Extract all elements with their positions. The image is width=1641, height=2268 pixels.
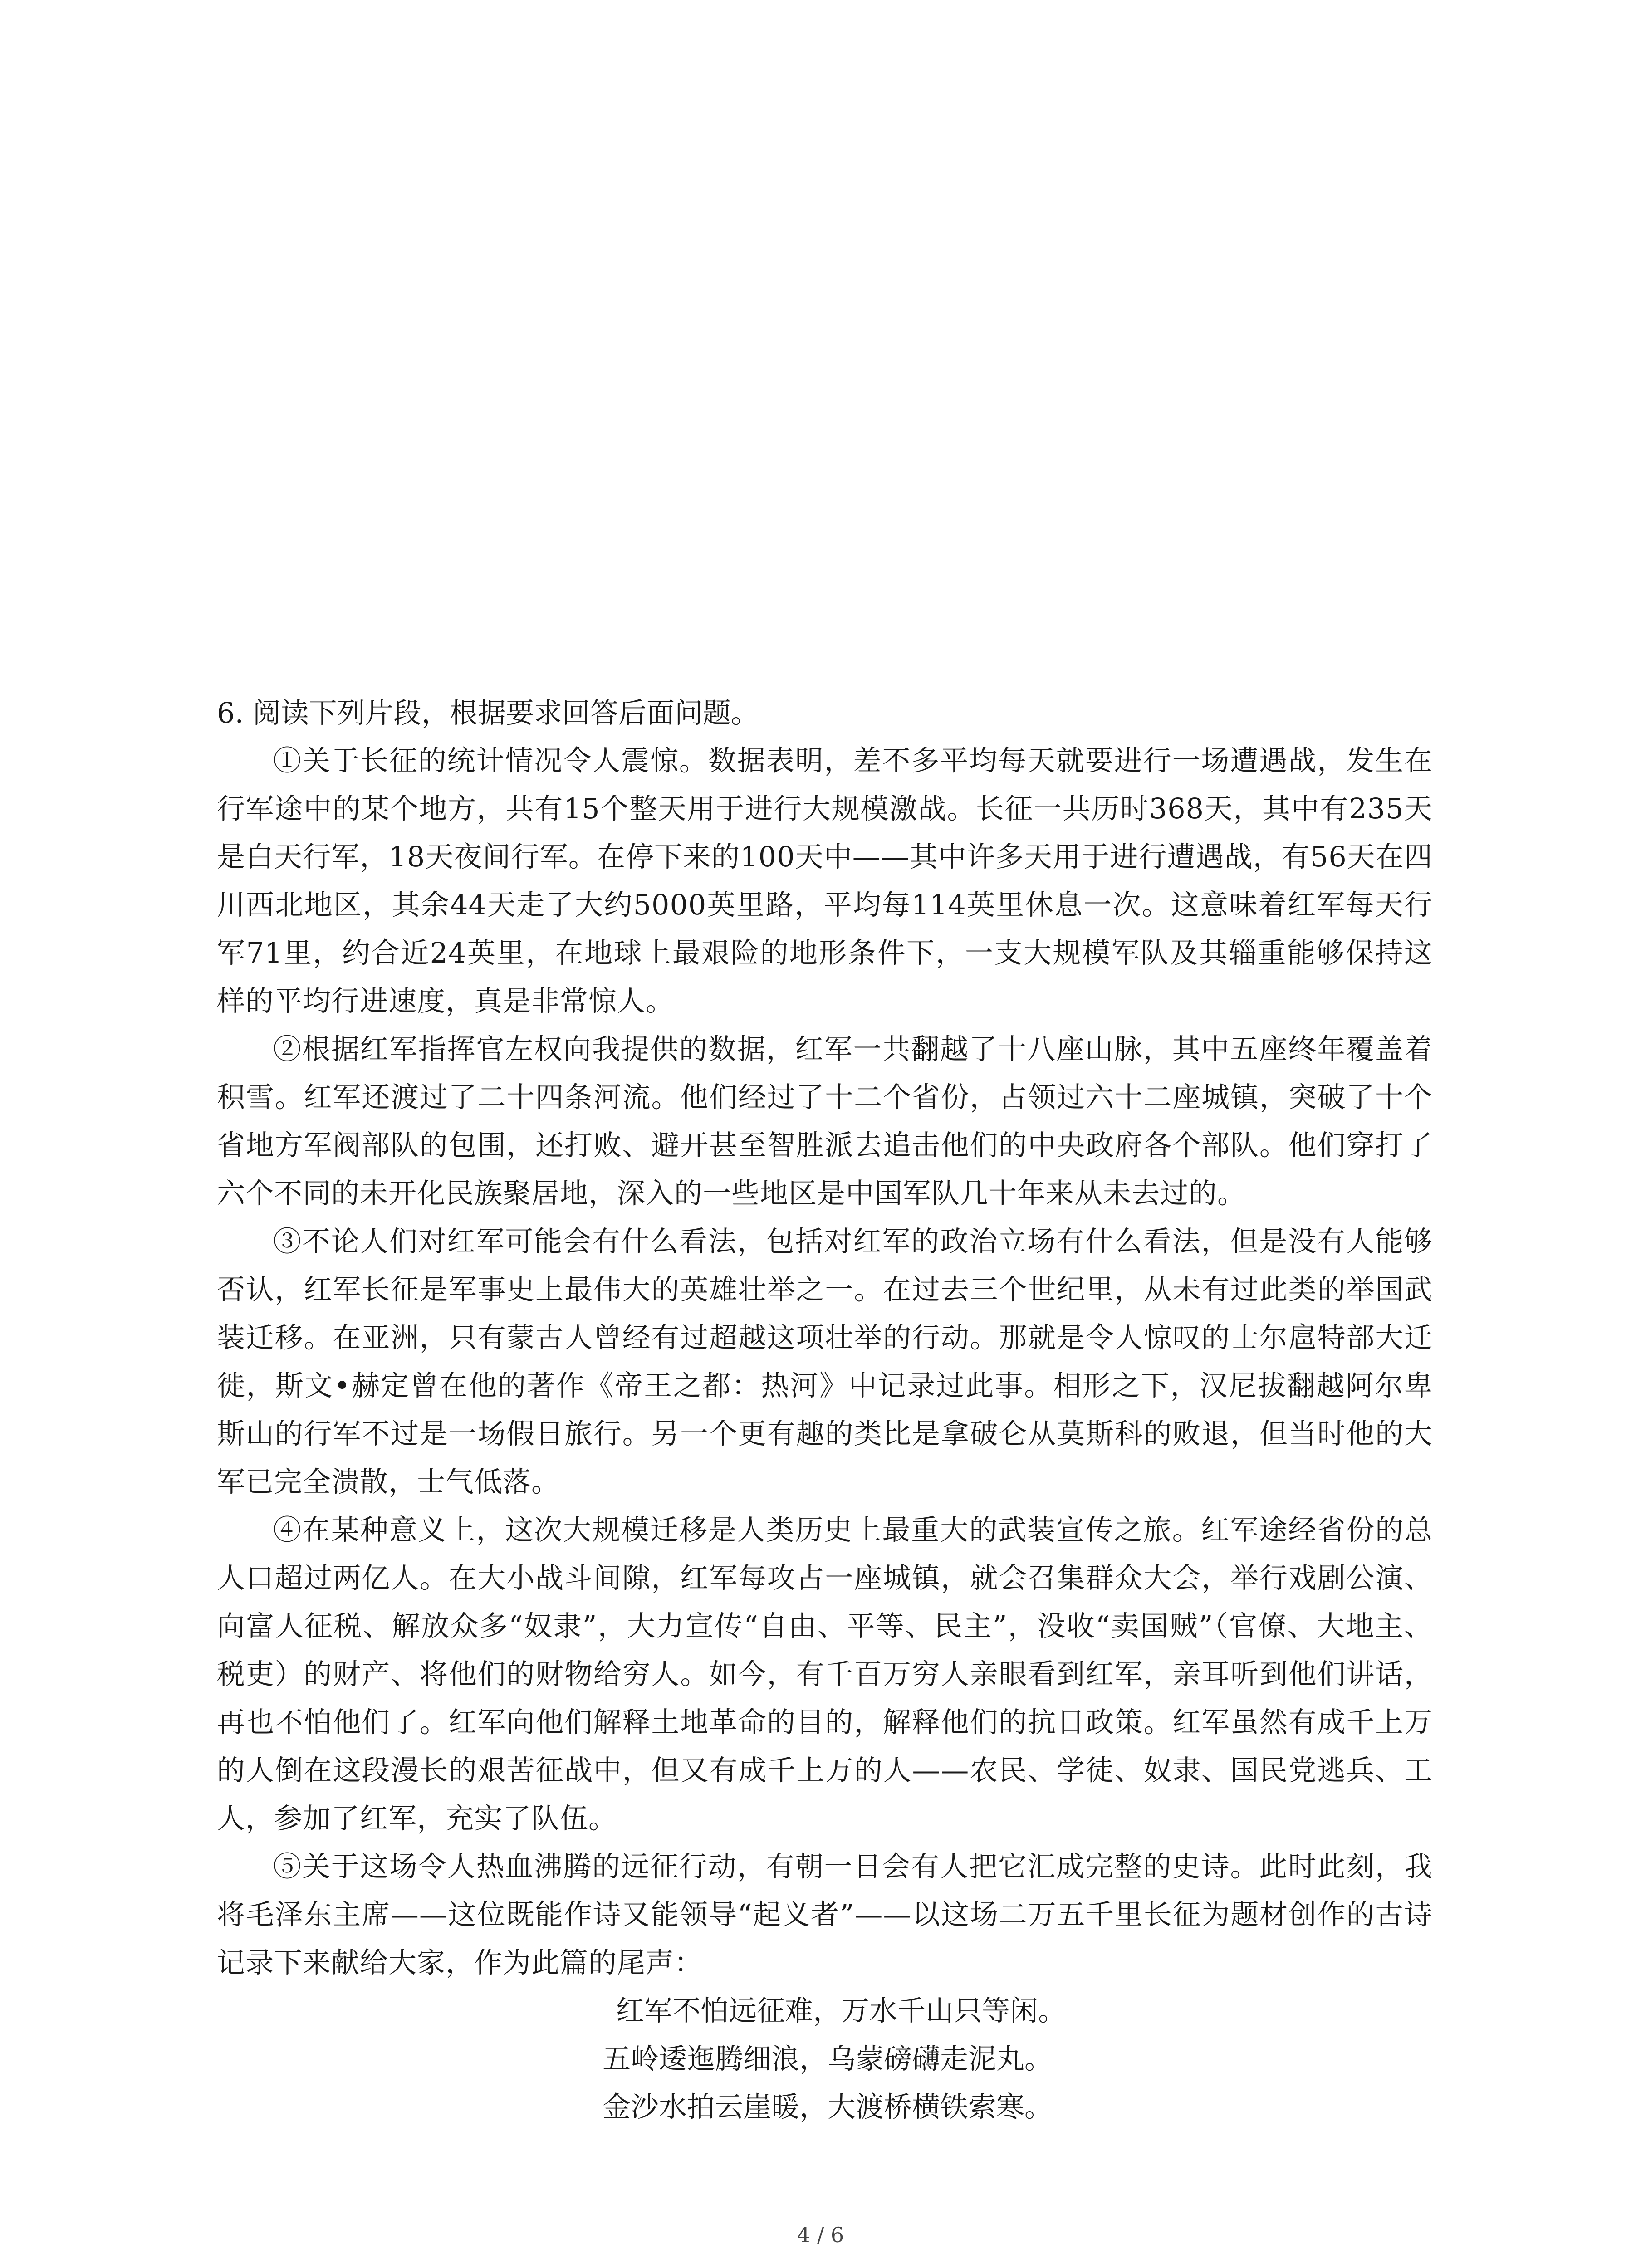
poem-line-3: 金沙水拍云崖暖，大渡桥横铁索寒。	[603, 2090, 1053, 2123]
question-number: 6.	[217, 696, 244, 729]
poem	[217, 1987, 1433, 2131]
poem-line-1: 红军不怕远征难，万水千山只等闲。	[616, 1994, 1067, 2027]
paragraph-4: ④在某种意义上，这次大规模迁移是人类历史上最重大的武装宣传之旅。红军途经省份的总人口超过两亿人。在大小战斗间隙，红军每攻占一座城镇，就会召集群众大会，举行戏剧公演、向富人征税、解放众多“奴隶”，大力宣传“自由、平等、民主”，没收“卖国贼”（官僚、大地主、税吏）的财产、将他们的财物给穷人。如今，有千百万穷人亲眼看到红军，亲耳听到他们讲话，再也不怕他们了。红军向他们解释土地革命的目的，解释他们的抗日政策。红军虽然有成千上万的人倒在这段漫长的艰苦征战中，但又有成千上万的人——农民、学徒、奴隶、国民党逃兵、工人，参加了红军，充实了队伍。	[217, 1513, 1433, 1835]
page-number: 4 / 6	[797, 2223, 844, 2247]
paragraph-1: ①关于长征的统计情况令人震惊。数据表明，差不多平均每天就要进行一场遭遇战，发生在行军途中的某个地方，共有15个整天用于进行大规模激战。长征一共历时368天，其中有235天是白天行军，18天夜间行军。在停下来的100天中——其中许多天用于进行遭遇战，有56天在四川西北地区，其余44天走了大约5000英里路，平均每114英里休息一次。这意味着红军每天行军71里，约合近24英里，在地球上最艰险的地形条件下，一支大规模军队及其辎重能够保持这样的平均行进速度，真是非常惊人。	[217, 744, 1433, 1017]
paragraph-3: ③不论人们对红军可能会有什么看法，包括对红军的政治立场有什么看法，但是没有人能够否认，红军长征是军事史上最伟大的英雄壮举之一。在过去三个世纪里，从未有过此类的举国武装迁移。在亚洲，只有蒙古人曾经有过超越这项壮举的行动。那就是令人惊叹的士尔扈特部大迁徙，斯文•赫定曾在他的著作《帝王之都：热河》中记录过此事。相形之下，汉尼拔翻越阿尔卑斯山的行军不过是一场假日旅行。另一个更有趣的类比是拿破仑从莫斯科的败退，但当时他的大军已完全溃散，士气低落。	[217, 1225, 1433, 1498]
question-prompt: 阅读下列片段，根据要求回答后面问题。	[252, 696, 759, 729]
question-header	[217, 689, 1433, 737]
poem-line-2: 五岭逶迤腾细浪，乌蒙磅礴走泥丸。	[603, 2042, 1053, 2075]
question-block	[217, 689, 1433, 2131]
paragraph-5: ⑤关于这场令人热血沸腾的远征行动，有朝一日会有人把它汇成完整的史诗。此时此刻，我将毛泽东主席——这位既能作诗又能领导“起义者”——以这场二万五千里长征为题材创作的古诗记录下来献给大家，作为此篇的尾声：	[217, 1850, 1433, 1979]
paragraph-2: ②根据红军指挥官左权向我提供的数据，红军一共翻越了十八座山脉，其中五座终年覆盖着积雪。红军还渡过了二十四条河流。他们经过了十二个省份，占领过六十二座城镇，突破了十个省地方军阀部队的包围，还打败、避开甚至智胜派去追击他们的中央政府各个部队。他们穿打了六个不同的未开化民族聚居地，深入的一些地区是中国军队几十年来从未去过的。	[217, 1032, 1433, 1210]
